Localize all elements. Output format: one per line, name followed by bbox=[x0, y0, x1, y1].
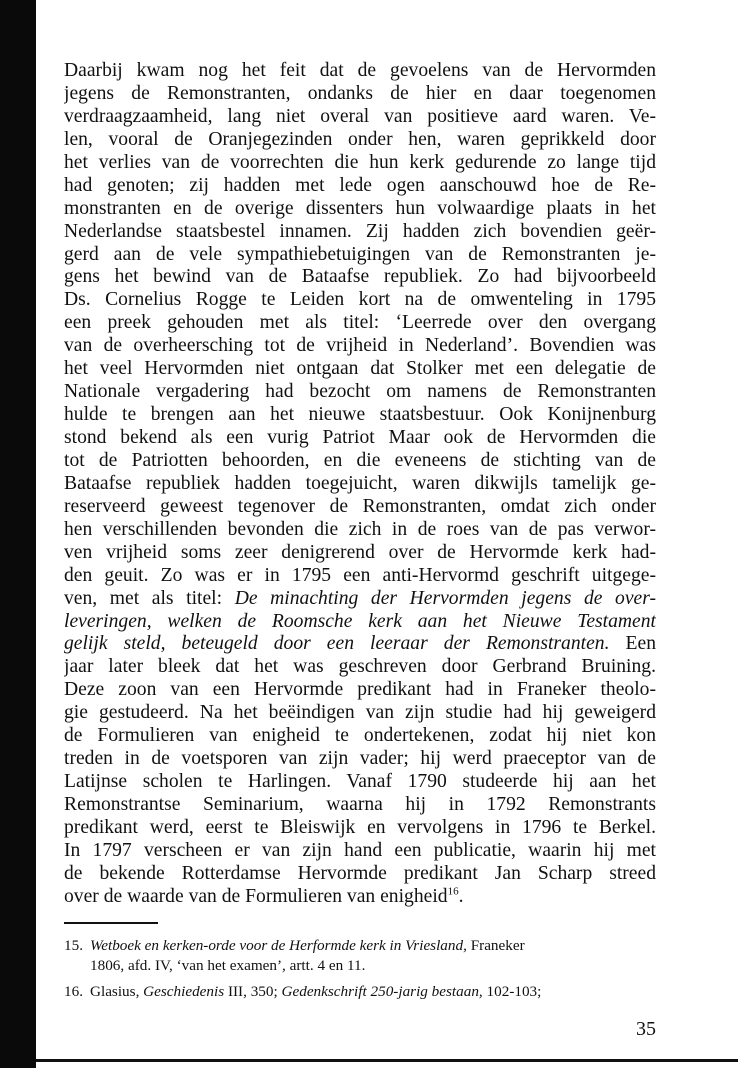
text-line: jegens de Remonstranten, ondanks de hier en daar toegenomen bbox=[64, 82, 656, 104]
text-line: stond bekend als een vurig Patriot Maar ook de Hervormden die bbox=[64, 427, 656, 448]
text-line: len, vooral de Oranjegezinden onder hen, waren geprikkeld door bbox=[64, 128, 656, 150]
text-line: gerd aan de vele sympathiebetuigingen van de Remonstranten je- bbox=[64, 243, 656, 265]
footnote-ref-16[interactable]: 16 bbox=[447, 885, 459, 898]
text-line: Bataafse republiek hadden toegejuicht, waren dikwijls tamelijk ge- bbox=[64, 472, 656, 494]
text-line: ven vrijheid soms zeer denigrerend over de Hervormde kerk had- bbox=[64, 541, 656, 563]
text-line: jaar later bleek dat het was geschreven door Gerbrand Bruining. bbox=[64, 656, 656, 678]
footnote-ref: III, 350; bbox=[224, 983, 282, 1000]
text-line: hulde te brengen aan het nieuwe staatsbestuur. Ook Konijnenburg bbox=[64, 404, 656, 426]
text-line: hen verschillenden bevonden die zich in de roes van de pas verwor- bbox=[64, 518, 656, 540]
text-line: Latijnse scholen te Harlingen. Vanaf 1790 studeerde hij aan het bbox=[64, 771, 656, 793]
text-line: predikant werd, eerst te Bleiswijk en vervolgens in 1796 te Berkel. bbox=[64, 816, 656, 838]
footnote-author: Glasius, bbox=[90, 983, 144, 1000]
title-lead: ven, met als titel: bbox=[64, 587, 235, 609]
text-line-with-title bbox=[64, 611, 656, 634]
text-line: gens het bewind van de Bataafse republiek. Zo had bijvoorbeeld bbox=[64, 266, 656, 288]
text-line: had genoten; zij hadden met lede ogen aanschouwd hoe de Re- bbox=[64, 174, 656, 196]
text-line: Ds. Cornelius Rogge te Leiden kort na de omwenteling in 1795 bbox=[64, 289, 656, 311]
text-line: gie gestudeerd. Na het beëindigen van zijn studie had hij geweigerd bbox=[64, 702, 656, 724]
last-line-end: . bbox=[458, 885, 464, 907]
text-line: Daarbij kwam nog het feit dat de gevoelens van de Hervormden bbox=[64, 60, 656, 81]
last-line-text: over de waarde van de Formulieren van enigheid bbox=[64, 885, 448, 907]
title-tail: Een bbox=[609, 633, 656, 655]
main-text-block bbox=[64, 60, 656, 909]
page-edge-bar bbox=[0, 0, 36, 1068]
text-line-with-title bbox=[64, 588, 656, 611]
footnote-ref: 102-103; bbox=[482, 983, 542, 1000]
footnote-number: 15. bbox=[64, 937, 83, 954]
text-line: de bekende Rotterdamse Hervormde predikant Jan Scharp streed bbox=[64, 862, 656, 884]
footnote-16 bbox=[64, 982, 664, 1002]
footnote-title: Wetboek en kerken-orde voor de Herformde kerk in Vriesland, bbox=[90, 937, 467, 954]
text-line: het verlies van de voorrechten die hun kerk gedurende zo lange tijd bbox=[64, 151, 656, 173]
text-line-last bbox=[64, 886, 656, 909]
footnote-number: 16. bbox=[64, 983, 83, 1000]
text-line-with-title bbox=[64, 633, 656, 656]
text-line: monstranten en de overige dissenters hun volwaardige plaats in het bbox=[64, 197, 656, 219]
text-line: Nationale vergadering had bezocht om namens de Remonstranten bbox=[64, 381, 656, 403]
footnote-text-cont: 1806, afd. IV, ‘van het examen’, artt. 4 en 11. bbox=[90, 957, 366, 974]
cited-title-part-3: gelijk steld, beteugeld door een leeraar der Remonstranten. bbox=[64, 633, 610, 655]
footnote-15 bbox=[64, 936, 664, 976]
page-number: 35 bbox=[636, 1018, 656, 1040]
text-line: het veel Hervormden niet ontgaan dat Stolker met een delegatie de bbox=[64, 358, 656, 380]
text-line: Remonstrantse Seminarium, waarna hij in 1792 Remonstrants bbox=[64, 794, 656, 815]
text-line: reserveerd geweest tegenover de Remonstranten, omdat zich onder bbox=[64, 495, 656, 517]
footnote-title: Geschiedenis bbox=[143, 983, 225, 1000]
text-line: In 1797 verscheen er van zijn hand een publicatie, waarin hij met bbox=[64, 839, 656, 861]
cited-title-part-2: leveringen, welken de Roomsche kerk aan het Nieuwe Testament bbox=[64, 610, 656, 632]
footnote-separator bbox=[64, 922, 158, 924]
text-line: verdraagzaamheid, lang niet overal van positieve aard waren. Ve- bbox=[64, 105, 656, 127]
text-line: van de overheersching tot de vrijheid in Nederland’. Bovendien was bbox=[64, 335, 656, 357]
text-line: treden in de voetsporen van zijn vader; hij werd praeceptor van de bbox=[64, 748, 656, 770]
text-line: tot de Patriotten behoorden, en die eveneens de stichting van de bbox=[64, 449, 656, 471]
text-line: de Formulieren van enigheid te ondertekenen, zodat hij niet kon bbox=[64, 725, 656, 747]
text-line: den geuit. Zo was er in 1795 een anti-Hervormd geschrift uitgege- bbox=[64, 564, 656, 586]
text-line: Deze zoon van een Hervormde predikant had in Franeker theolo- bbox=[64, 679, 656, 701]
footnote-title: Gedenkschrift 250-jarig bestaan, bbox=[281, 983, 483, 1000]
cited-title-part-1: De minachting der Hervormden jegens de over- bbox=[234, 587, 656, 609]
page-bottom-edge bbox=[36, 1059, 738, 1062]
footnote-text: Franeker bbox=[466, 937, 525, 954]
text-line: een preek gehouden met als titel: ‘Leerrede over den overgang bbox=[64, 312, 656, 334]
text-line: Nederlandse staatsbestel innamen. Zij hadden zich bovendien geër- bbox=[64, 220, 656, 242]
footnotes-block bbox=[64, 936, 664, 1008]
